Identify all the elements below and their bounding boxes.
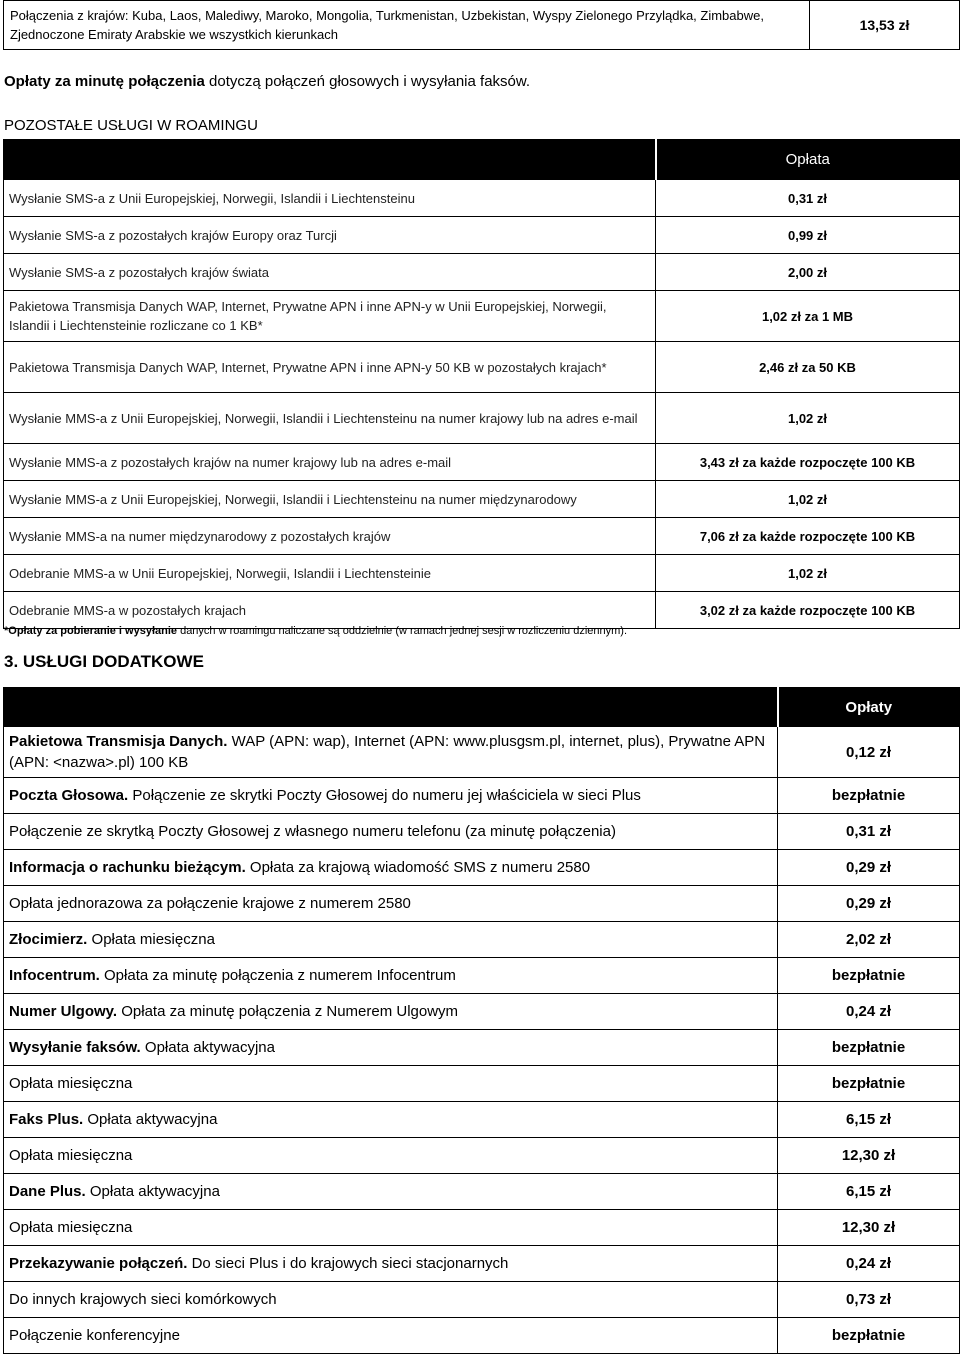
service-price: bezpłatnie: [778, 778, 960, 814]
service-price: 12,30 zł: [778, 1138, 960, 1174]
service-detail: Opłata aktywacyjna: [85, 1183, 220, 1200]
service-price: 0,24 zł: [778, 994, 960, 1030]
roaming-table: [3, 139, 960, 629]
service-description: Wysłanie SMS-a z pozostałych krajów świata: [4, 254, 656, 291]
roaming-section-title: POZOSTAŁE USŁUGI W ROAMINGU: [4, 117, 258, 134]
service-description: Pakietowa Transmisja Danych WAP, Internet, Prywatne APN i inne APN-y 50 KB w pozostałych krajach*: [4, 342, 656, 393]
data-footnote: [4, 625, 627, 637]
countries-description: Połączenia z krajów: Kuba, Laos, Malediwy, Maroko, Mongolia, Turkmenistan, Uzbekistan, Wyspy Zielonego Przylądka, Zimbabwe, Zjednoczone Emiraty Arabskie we wszystkich kierunkach: [4, 1, 810, 50]
service-detail: Połączenie ze skrytką Poczty Głosowej z własnego numeru telefonu (za minutę połączenia): [9, 823, 616, 840]
service-name: Informacja o rachunku bieżącym.: [9, 859, 246, 876]
table-row: [4, 1066, 960, 1102]
service-detail: Opłata za krajową wiadomość SMS z numeru 2580: [245, 859, 591, 876]
service-price: 6,15 zł: [778, 1174, 960, 1210]
table-row: [4, 291, 960, 342]
service-description: Wysłanie SMS-a z Unii Europejskiej, Norwegii, Islandii i Liechtensteinu: [4, 180, 656, 217]
service-price: 0,12 zł: [778, 727, 960, 778]
service-description: [4, 850, 778, 886]
service-price: 1,02 zł: [656, 555, 960, 592]
service-name: Faks Plus.: [9, 1111, 84, 1128]
additional-services-title: 3. USŁUGI DODATKOWE: [4, 652, 204, 671]
service-detail: Połączenie ze skrytki Poczty Głosowej do numeru jej właściciela w sieci Plus: [128, 787, 641, 804]
countries-price: 13,53 zł: [810, 1, 960, 50]
service-price: 0,31 zł: [778, 814, 960, 850]
additional-table-body: [4, 727, 960, 1354]
service-description: [4, 886, 778, 922]
table-header-row: [4, 140, 960, 180]
table-row: [4, 778, 960, 814]
table-row: [4, 922, 960, 958]
table-row: [4, 1174, 960, 1210]
table-row: [4, 958, 960, 994]
service-detail: Opłata miesięczna: [87, 931, 215, 948]
table-row: [4, 994, 960, 1030]
service-name: Numer Ulgowy.: [9, 1003, 118, 1020]
service-price: 0,29 zł: [778, 886, 960, 922]
service-description: Wysłanie MMS-a na numer międzynarodowy z pozostałych krajów: [4, 518, 656, 555]
service-name: Złocimierz.: [9, 931, 88, 948]
service-price: 12,30 zł: [778, 1210, 960, 1246]
service-price: 0,29 zł: [778, 850, 960, 886]
table-header-row: [4, 688, 960, 727]
minute-fee-note-bold: Opłaty za minutę połączenia: [4, 73, 205, 90]
service-name: Przekazywanie połączeń.: [9, 1255, 188, 1272]
service-detail: Opłata miesięczna: [9, 1075, 133, 1092]
service-description: [4, 958, 778, 994]
table-row: [4, 592, 960, 629]
service-description: [4, 922, 778, 958]
table-row: [4, 1282, 960, 1318]
service-description: Wysłanie MMS-a z Unii Europejskiej, Norwegii, Islandii i Liechtensteinu na numer międzynarodowy: [4, 481, 656, 518]
service-price: 0,31 zł: [656, 180, 960, 217]
service-detail: Połączenie konferencyjne: [9, 1327, 180, 1344]
table-row: [4, 342, 960, 393]
service-price: 1,02 zł: [656, 481, 960, 518]
service-description: [4, 1066, 778, 1102]
table-row: [4, 1030, 960, 1066]
service-price: 2,46 zł za 50 KB: [656, 342, 960, 393]
service-price: bezpłatnie: [778, 1030, 960, 1066]
service-description: [4, 1174, 778, 1210]
service-description: Wysłanie SMS-a z pozostałych krajów Europy oraz Turcji: [4, 217, 656, 254]
countries-table: [3, 0, 960, 50]
service-name: Dane Plus.: [9, 1183, 86, 1200]
service-detail: Opłata miesięczna: [9, 1147, 133, 1164]
roaming-fee-header: Opłata: [656, 140, 960, 180]
service-description: Wysłanie MMS-a z Unii Europejskiej, Norwegii, Islandii i Liechtensteinu na numer krajowy lub na adres e-mail: [4, 393, 656, 444]
service-name: Poczta Głosowa.: [9, 787, 129, 804]
header-blank-cell: [4, 140, 656, 180]
table-row: [4, 518, 960, 555]
service-price: 0,99 zł: [656, 217, 960, 254]
service-price: 0,73 zł: [778, 1282, 960, 1318]
table-row: [4, 217, 960, 254]
service-price: 1,02 zł za 1 MB: [656, 291, 960, 342]
table-row: [4, 481, 960, 518]
service-description: [4, 1282, 778, 1318]
service-description: [4, 1102, 778, 1138]
table-row: [4, 850, 960, 886]
service-description: [4, 1318, 778, 1354]
table-row: [4, 1102, 960, 1138]
service-description: [4, 814, 778, 850]
service-description: [4, 994, 778, 1030]
service-name: Wysyłanie faksów.: [9, 1039, 141, 1056]
service-price: bezpłatnie: [778, 958, 960, 994]
table-row: [4, 814, 960, 850]
additional-fees-header: Opłaty: [778, 688, 960, 727]
service-price: 6,15 zł: [778, 1102, 960, 1138]
table-row: [4, 1246, 960, 1282]
service-detail: Opłata jednorazowa za połączenie krajowe z numerem 2580: [9, 895, 411, 912]
footnote-text: danych w roamingu naliczane są oddzielnie (w ramach jednej sesji w rozliczeniu dziennym).: [177, 625, 628, 637]
service-description: Wysłanie MMS-a z pozostałych krajów na numer krajowy lub na adres e-mail: [4, 444, 656, 481]
service-detail: Opłata za minutę połączenia z Numerem Ulgowym: [117, 1003, 459, 1020]
service-name: Pakietowa Transmisja Danych.: [9, 733, 228, 750]
additional-services-table: [3, 687, 960, 1354]
table-row: [4, 1, 960, 50]
table-row: [4, 1210, 960, 1246]
table-row: [4, 444, 960, 481]
minute-fee-note-text: dotyczą połączeń głosowych i wysyłania faksów.: [204, 73, 531, 90]
header-blank-cell: [4, 688, 778, 727]
table-row: [4, 180, 960, 217]
table-row: [4, 886, 960, 922]
table-row: [4, 1318, 960, 1354]
service-price: 3,02 zł za każde rozpoczęte 100 KB: [656, 592, 960, 629]
service-detail: Opłata miesięczna: [9, 1219, 133, 1236]
service-price: 3,43 zł za każde rozpoczęte 100 KB: [656, 444, 960, 481]
service-description: Odebranie MMS-a w pozostałych krajach: [4, 592, 656, 629]
table-row: [4, 393, 960, 444]
table-row: [4, 555, 960, 592]
service-detail: WAP (APN: wap), Internet (APN: www.plusgsm.pl, internet, plus), Prywatne APN (APN: <nazwa>.pl) 100 KB: [9, 733, 766, 771]
minute-fee-note: [4, 73, 530, 90]
service-price: 0,24 zł: [778, 1246, 960, 1282]
service-description: [4, 727, 778, 778]
service-price: 1,02 zł: [656, 393, 960, 444]
service-description: Pakietowa Transmisja Danych WAP, Internet, Prywatne APN i inne APN-y w Unii Europejskiej, Norwegii, Islandii i Liechtensteinie rozliczane co 1 KB*: [4, 291, 656, 342]
service-detail: Do innych krajowych sieci komórkowych: [9, 1291, 277, 1308]
service-detail: Opłata aktywacyjna: [83, 1111, 218, 1128]
footnote-bold: *Opłaty za pobieranie i wysyłanie: [4, 625, 178, 637]
table-row: [4, 254, 960, 291]
roaming-table-body: [4, 180, 960, 629]
table-row: [4, 727, 960, 778]
service-price: bezpłatnie: [778, 1318, 960, 1354]
service-description: [4, 1030, 778, 1066]
service-detail: Do sieci Plus i do krajowych sieci stacjonarnych: [187, 1255, 509, 1272]
service-detail: Opłata za minutę połączenia z numerem Infocentrum: [99, 967, 456, 984]
service-price: bezpłatnie: [778, 1066, 960, 1102]
service-detail: Opłata aktywacyjna: [140, 1039, 275, 1056]
service-description: [4, 778, 778, 814]
service-description: [4, 1138, 778, 1174]
service-description: Odebranie MMS-a w Unii Europejskiej, Norwegii, Islandii i Liechtensteinie: [4, 555, 656, 592]
service-name: Infocentrum.: [9, 967, 100, 984]
service-description: [4, 1210, 778, 1246]
service-price: 2,02 zł: [778, 922, 960, 958]
service-price: 7,06 zł za każde rozpoczęte 100 KB: [656, 518, 960, 555]
service-description: [4, 1246, 778, 1282]
table-row: [4, 1138, 960, 1174]
service-price: 2,00 zł: [656, 254, 960, 291]
